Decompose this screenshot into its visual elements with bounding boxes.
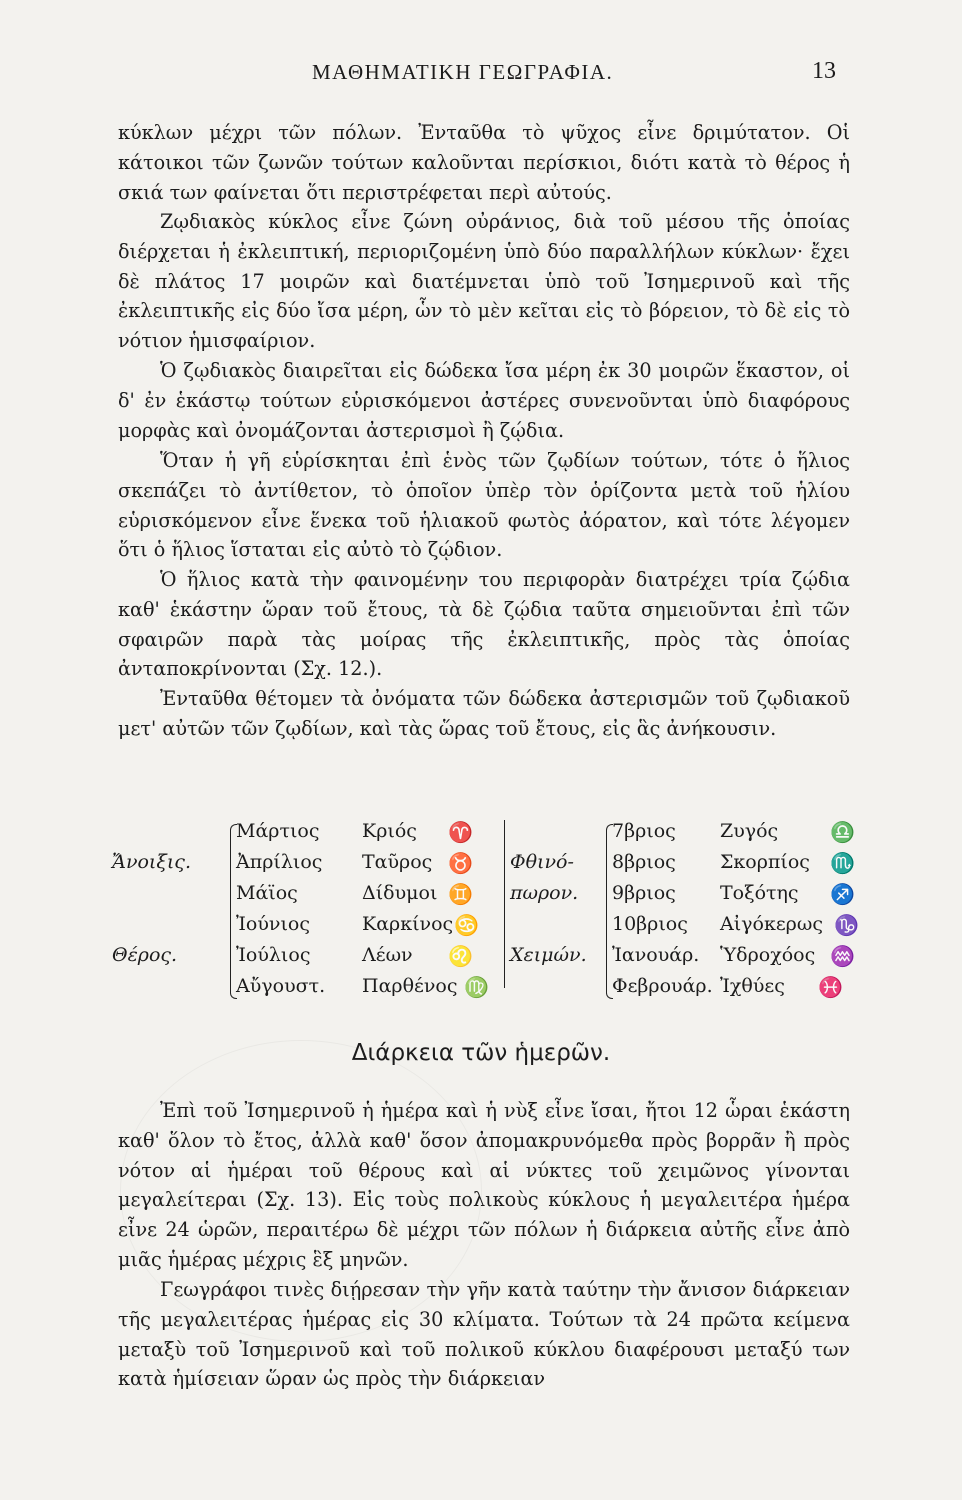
page-header	[0, 60, 962, 90]
zodiac-row	[112, 913, 859, 944]
zodiac-row	[112, 851, 854, 882]
month-right: Φεβρουάρ.	[612, 975, 713, 997]
sign-left: Παρθένος	[362, 975, 458, 997]
sign-left: Ταῦρος	[362, 851, 433, 873]
zodiac-row	[112, 820, 854, 851]
zodiac-table	[112, 820, 859, 1010]
sign-right: Ζυγός	[720, 820, 779, 842]
sign-right: Ὑδροχόος	[720, 944, 816, 966]
month-left: Ἰούνιος	[236, 913, 310, 935]
pisces-icon: ♓	[818, 975, 843, 999]
paragraph-table-intro: Ἐνταῦθα θέτομεν τὰ ὀνόματα τῶν δώδεκα ἀστερισμῶν τοῦ ζῳδιακοῦ μετ' αὐτῶν τῶν ζῳδίων, καὶ τὰς ὥρας τοῦ ἔτους, εἰς ἃς ἀνήκουσιν.	[118, 687, 850, 740]
paragraph-climates: Γεωγράφοι τινὲς διῄρεσαν τὴν γῆν κατὰ ταύτην τὴν ἄνισον διάρκειαν τῆς μεγαλειτέρας ἡμέρας εἰς 30 κλίματα. Τούτων τὰ 24 πρῶτα κείμενα μεταξὺ τοῦ Ἰσημερινοῦ καὶ τοῦ πολικοῦ κύκλου διαφέρουσι μεταξύ των κατὰ ἡμίσειαν ὥραν ὡς πρὸς τὴν διάρκειαν	[118, 1278, 850, 1391]
month-right: 8βριος	[612, 851, 676, 873]
sagittarius-icon: ♐	[830, 882, 855, 906]
scorpio-icon: ♏	[830, 851, 855, 875]
zodiac-row	[112, 975, 854, 1006]
sign-left: Λέων	[362, 944, 413, 966]
month-left: Μάρτιος	[236, 820, 320, 842]
paragraph-polar-zones: κύκλων μέχρι τῶν πόλων. Ἐνταῦθα τὸ ψῦχος εἶνε δριμύτατον. Οἱ κάτοικοι τῶν ζωνῶν τούτων καλοῦνται περίσκιοι, διότι κατὰ τὸ θέρος ἡ σκιά των φαίνεται ὅτι περιστρέφεται περὶ αὐτούς.	[118, 121, 850, 204]
zodiac-row	[112, 882, 854, 913]
sign-right: Τοξότης	[720, 882, 799, 904]
sign-left: Κριός	[362, 820, 417, 842]
gemini-icon: ♊	[448, 882, 473, 906]
season-left: Θέρος.	[112, 944, 178, 966]
sign-left: Δίδυμοι	[362, 882, 438, 904]
paragraph-sun-in-sign: Ὅταν ἡ γῆ εὑρίσκηται ἐπὶ ἑνὸς τῶν ζῳδίων τούτων, τότε ὁ ἥλιος σκεπάζει τὸ ἀντίθετον, τὸ ὁποῖον ὑπὲρ τὸν ὁρίζοντα μετὰ τοῦ ἡλίου εὑρισκόμενον εἶνε ἕνεκα τοῦ ἡλιακοῦ φωτὸς ἀόρατον, καὶ τότε λέγομεν ὅτι ὁ ἥλιος ἵσταται εἰς αὐτὸ τὸ ζῴδιον.	[118, 449, 850, 562]
season-right: πωρον.	[510, 882, 579, 904]
sign-right: Σκορπίος	[720, 851, 810, 873]
month-right: Ἰανουάρ.	[612, 944, 700, 966]
virgo-icon: ♍	[464, 975, 489, 999]
month-right: 9βριος	[612, 882, 676, 904]
zodiac-row	[112, 944, 854, 975]
aries-icon: ♈	[448, 820, 473, 844]
paragraph-sun-motion: Ὁ ἥλιος κατὰ τὴν φαινομένην του περιφορὰν διατρέχει τρία ζῴδια καθ' ἑκάστην ὥραν τοῦ ἔτους, τὰ δὲ ζῴδια ταῦτα σημειοῦνται ἐπὶ τῶν σφαιρῶν παρὰ τὰς μοίρας τῆς ἐκλειπτικῆς, πρὸς τὰς ὁποίας ἀνταποκρίνονται (Σχ. 12.).	[118, 568, 850, 681]
month-left: Αὔγουστ.	[236, 975, 326, 997]
page-number: 13	[812, 58, 836, 84]
sign-right: Ἰχθύες	[720, 975, 785, 997]
month-left: Ἰούλιος	[236, 944, 311, 966]
leo-icon: ♌	[448, 944, 473, 968]
capricorn-icon: ♑	[834, 913, 859, 937]
season-left: Ἄνοιξις.	[112, 851, 191, 873]
sign-right: Αἰγόκερως	[720, 913, 823, 935]
month-right: 7βριος	[612, 820, 676, 842]
season-right: Χειμών.	[510, 944, 587, 966]
paragraph-day-length: Ἐπὶ τοῦ Ἰσημερινοῦ ἡ ἡμέρα καὶ ἡ νὺξ εἶνε ἴσαι, ἤτοι 12 ὧραι ἑκάστη καθ' ὅλον τὸ ἔτος, ἀλλὰ καθ' ὅσον ἀπομακρυνόμεθα πρὸς βορρᾶν ἢ πρὸς νότον αἱ ἡμέραι τοῦ θέρους καὶ αἱ νύκτες τοῦ χειμῶνος γίνονται μεγαλείτεραι (Σχ. 13). Εἰς τοὺς πολικοὺς κύκλους ἡ μεγαλειτέρα ἡμέρα εἶνε 24 ὡρῶν, περαιτέρω δὲ μέχρι τῶν πόλων ἡ διάρκεια αὐτῆς εἶνε ἀπὸ μιᾶς ἡμέρας μέχρις ἓξ μηνῶν.	[118, 1099, 850, 1271]
cancer-icon: ♋	[454, 913, 479, 937]
month-left: Ἀπρίλιος	[236, 851, 323, 873]
paragraph-zodiac-definition: Ζῳδιακὸς κύκλος εἶνε ζώνη οὐράνιος, διὰ τοῦ μέσου τῆς ὁποίας διέρχεται ἡ ἐκλειπτική, περιοριζομένη ὑπὸ δύο παραλλήλων κύκλων· ἔχει δὲ πλάτος 17 μοιρῶν καὶ διατέμνεται ὑπὸ τοῦ Ἰσημερινοῦ καὶ τῆς ἐκλειπτικῆς εἰς δύο ἴσα μέρη, ὧν τὸ μὲν κεῖται εἰς τὸ βόρειον, τὸ δὲ εἰς τὸ νότιον ἡμισφαίριον.	[118, 210, 850, 353]
section-heading: Διάρκεια τῶν ἡμερῶν.	[351, 1040, 611, 1066]
paragraph-zodiac-division: Ὁ ζῳδιακὸς διαιρεῖται εἰς δώδεκα ἴσα μέρη ἐκ 30 μοιρῶν ἕκαστον, οἱ δ' ἐν ἑκάστῳ τούτων εὑρισκόμενοι ἀστέρες συνενοῦνται ὑπὸ διαφόρους μορφὰς καὶ ὀνομάζονται ἀστερισμοὶ ἢ ζῴδια.	[118, 359, 850, 442]
aquarius-icon: ♒	[830, 944, 855, 968]
sign-left: Καρκίνος	[362, 913, 454, 935]
month-right: 10βριος	[612, 913, 688, 935]
taurus-icon: ♉	[448, 851, 473, 875]
season-right: Φθινό-	[510, 851, 574, 873]
libra-icon: ♎	[830, 820, 855, 844]
month-left: Μάϊος	[236, 882, 298, 904]
running-title: ΜΑΘΗΜΑΤΙΚΗ ΓΕΩΓΡΑΦΙΑ.	[312, 60, 614, 84]
